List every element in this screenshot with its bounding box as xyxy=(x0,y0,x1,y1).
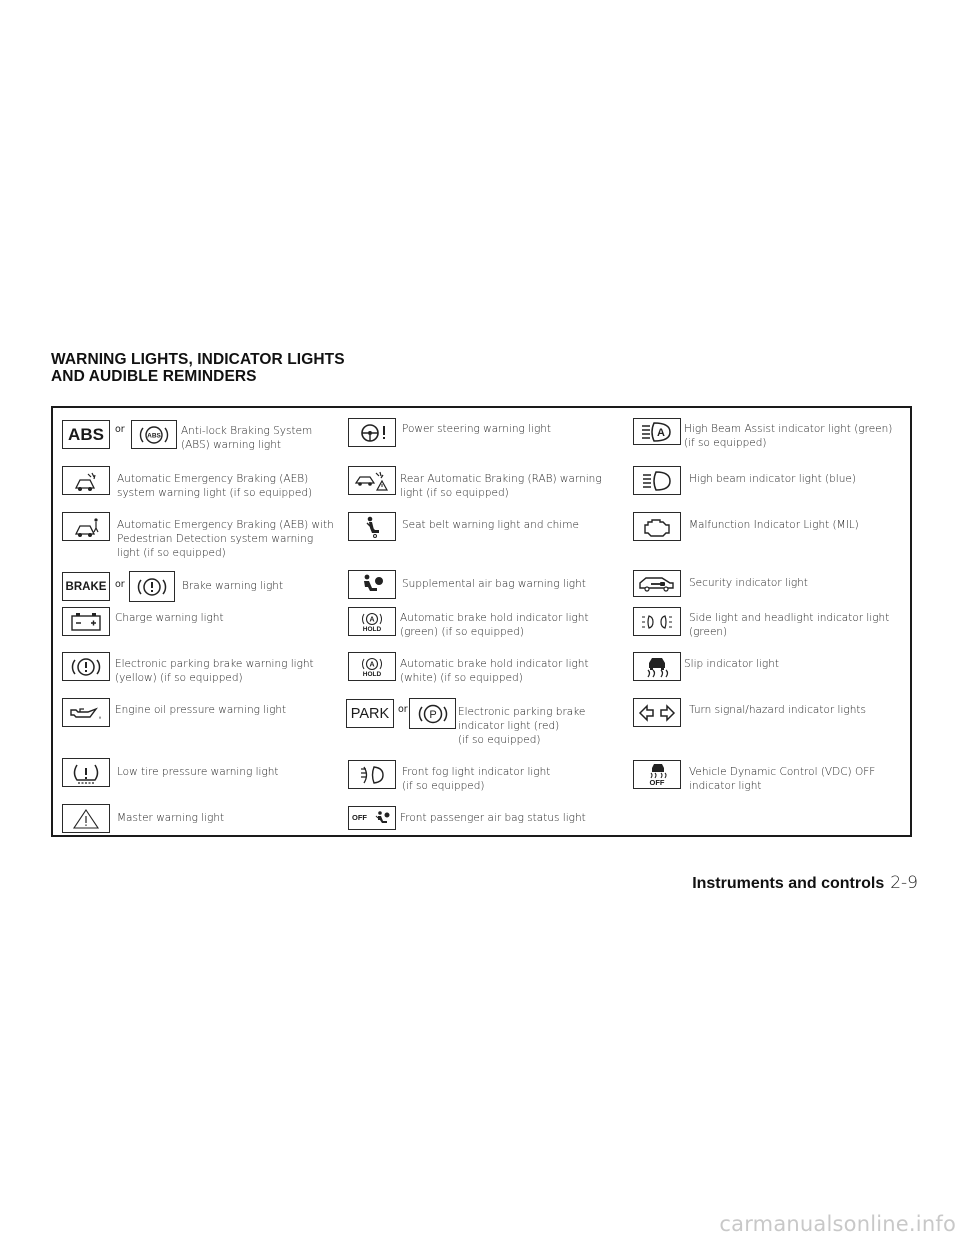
high-beam-icon xyxy=(633,466,681,495)
entry-description: Brake warning light xyxy=(182,580,284,592)
entry-description: Electronic parking brake indicator light (red) (if so equipped) xyxy=(458,706,586,746)
passenger-airbag-off-icon: OFF xyxy=(348,806,396,830)
high-beam-assist-icon xyxy=(633,418,681,445)
park-circle-icon xyxy=(409,698,456,729)
entry-description: High beam indicator light (blue) xyxy=(689,473,856,485)
entry-description: Turn signal/hazard indicator lights xyxy=(689,704,866,716)
engine-icon xyxy=(633,512,681,541)
warning-lights-table xyxy=(51,406,912,837)
heading-line-1: WARNING LIGHTS, INDICATOR LIGHTS xyxy=(51,351,345,368)
vdc-off-icon: OFF xyxy=(633,760,681,789)
side-light-icon xyxy=(633,607,681,636)
entry-description: Automatic Emergency Braking (AEB) with Pedestrian Detection system warning light (if so equipped) xyxy=(117,519,334,559)
entry-description: Malfunction Indicator Light (MIL) xyxy=(689,519,859,531)
entry-description: Automatic brake hold indicator light (white) (if so equipped) xyxy=(400,658,589,684)
abs-circle-icon xyxy=(131,420,177,449)
entry-description: Vehicle Dynamic Control (VDC) OFF indicator light xyxy=(689,766,876,792)
entry-description: Slip indicator light xyxy=(684,658,779,670)
entry-description: Master warning light xyxy=(117,812,225,824)
turn-signal-icon xyxy=(633,698,681,727)
watermark: carmanualsonline.info xyxy=(719,1212,956,1236)
entry-description: Engine oil pressure warning light xyxy=(115,704,287,716)
svg-text:A: A xyxy=(369,616,375,623)
page-footer xyxy=(692,873,918,897)
svg-text:ABS: ABS xyxy=(147,432,161,439)
aeb-icon xyxy=(62,466,110,495)
brake-text-icon: BRAKE xyxy=(62,572,110,601)
entry-description: Side light and headlight indicator light (green) xyxy=(689,612,890,638)
tire-pressure-icon xyxy=(62,758,110,787)
aeb-pedestrian-icon xyxy=(62,512,110,541)
section-heading xyxy=(51,351,345,385)
entry-description: Low tire pressure warning light xyxy=(117,766,279,778)
entry-description: Automatic brake hold indicator light (green) (if so equipped) xyxy=(400,612,589,638)
brake-hold-white-icon: A HOLD xyxy=(348,652,396,681)
security-car-key-icon xyxy=(633,570,681,597)
entry-description: Security indicator light xyxy=(689,577,808,589)
warning-triangle-icon xyxy=(62,804,110,833)
entry-description: Anti-lock Braking System (ABS) warning light xyxy=(181,425,313,451)
seat-belt-icon xyxy=(348,512,396,541)
or-label: or xyxy=(115,579,125,590)
entry-description: High Beam Assist indicator light (green) (if so equipped) xyxy=(684,423,893,449)
entry-description: Rear Automatic Braking (RAB) warning light (if so equipped) xyxy=(400,473,602,499)
rear-braking-icon xyxy=(348,466,396,495)
steering-wheel-icon xyxy=(348,418,396,447)
slip-car-icon xyxy=(633,652,681,681)
park-text-icon: PARK xyxy=(346,699,394,728)
fog-light-icon xyxy=(348,760,396,789)
entry-description: Seat belt warning light and chime xyxy=(402,519,579,531)
oil-can-icon xyxy=(62,698,110,727)
entry-description: Front passenger air bag status light xyxy=(400,812,586,824)
svg-text:A: A xyxy=(369,661,375,668)
entry-description: Front fog light indicator light (if so equipped) xyxy=(402,766,551,792)
svg-text:A: A xyxy=(657,426,665,439)
or-label: or xyxy=(398,704,408,715)
entry-description: Electronic parking brake warning light (yellow) (if so equipped) xyxy=(115,658,314,684)
heading-line-2: AND AUDIBLE REMINDERS xyxy=(51,368,257,385)
parking-brake-icon xyxy=(62,652,110,681)
entry-description: Power steering warning light xyxy=(402,423,552,435)
brake-hold-green-icon: A HOLD xyxy=(348,607,396,636)
brake-circle-icon xyxy=(129,571,175,602)
entry-description: Charge warning light xyxy=(115,612,224,624)
svg-text:P: P xyxy=(428,708,437,721)
battery-icon xyxy=(62,607,110,636)
footer-section-title: Instruments and controls xyxy=(692,875,885,892)
abs-text-icon: ABS xyxy=(62,420,110,449)
page-number: 2-9 xyxy=(890,873,918,893)
air-bag-icon xyxy=(348,570,396,599)
or-label: or xyxy=(115,424,125,435)
entry-description: Automatic Emergency Braking (AEB) system warning light (if so equipped) xyxy=(117,473,313,499)
entry-description: Supplemental air bag warning light xyxy=(402,578,586,590)
